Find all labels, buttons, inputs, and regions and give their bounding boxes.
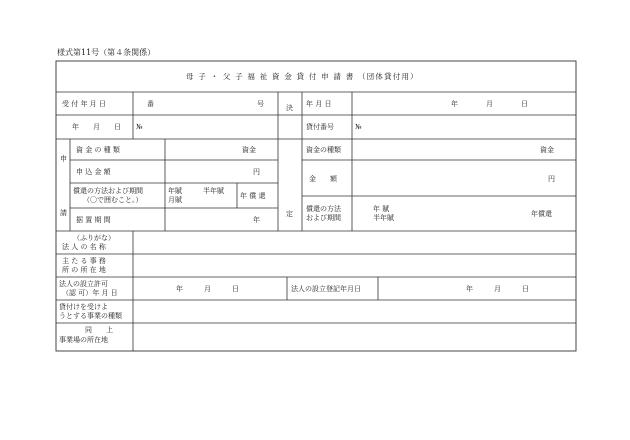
application-deferment-label: 据 置 期 間 <box>76 216 111 224</box>
application-year-char: 年 <box>253 216 260 224</box>
decision-loan-no-label: 貸付番号 <box>306 123 334 131</box>
application-semiannual: 半年賦 <box>203 187 224 195</box>
corp-office-label-2: 所 の 所 在 地 <box>62 266 106 274</box>
decision-amount-label: 金 額 <box>309 175 337 183</box>
corp-permit-label-2: （認 可）年 月 日 <box>62 289 118 297</box>
corp-furigana: （ふりがな） <box>73 234 115 242</box>
corp-business-label-1: 貸付けを受けよ <box>59 303 108 311</box>
decision-annual: 年 賦 <box>373 205 390 213</box>
corp-office-label-1: 主 た る 事 務 <box>62 257 106 265</box>
application-yen: 円 <box>253 168 260 176</box>
form-title: 母 子 ・ 父 子 福 祉 資 金 貸 付 申 請 書 （団体貸付用） <box>186 72 419 81</box>
application-monthly: 月賦 <box>168 196 182 204</box>
receipt-go-char: 号 <box>257 100 264 108</box>
form-caption: 様式第11号（第４条関係） <box>57 48 156 57</box>
decision-repay-label-2: および期間 <box>306 214 341 222</box>
receipt-date-label: 受 付 年 月 日 <box>62 100 106 108</box>
decision-date-value: 年 月 日 <box>451 100 528 108</box>
application-amount-label: 申 込 金 額 <box>76 168 111 176</box>
application-repay-label-2: （〇で囲むこと。） <box>83 196 143 204</box>
corp-name-label: 法 人 の 名 称 <box>62 243 106 251</box>
application-fund-suffix: 資金 <box>242 146 256 154</box>
application-side-top: 申 <box>60 155 67 163</box>
corp-site-label-2: 事業場の所在地 <box>59 336 108 344</box>
receipt-number-char: 番 <box>147 100 154 108</box>
corp-reg-date: 年 月 日 <box>466 285 529 293</box>
decision-date-label: 年 月 日 <box>306 100 332 108</box>
decision-repay-label-1: 償還の方法 <box>306 205 341 213</box>
decision-side-top: 決 <box>286 104 293 112</box>
corp-permit-date: 年 月 日 <box>176 285 239 293</box>
corp-business-label-2: うとする事業の種類 <box>59 312 122 320</box>
application-repay-years: 年 償 還 <box>240 192 266 200</box>
corp-site-label-1: 同 上 <box>85 326 113 334</box>
application-annual: 年賦 <box>168 187 182 195</box>
decision-yen: 円 <box>548 175 555 183</box>
application-side-bottom: 請 <box>60 209 67 217</box>
application-repay-label-1: 償還の方法および期間 <box>73 187 143 195</box>
corp-reg-label: 法人の設立登記年月日 <box>291 285 361 293</box>
decision-fund-suffix: 資金 <box>540 146 554 154</box>
decision-repay-years: 年償還 <box>531 210 552 218</box>
decision-side-bottom: 定 <box>286 210 293 218</box>
decision-fund-type-label: 資金の種類 <box>306 146 341 154</box>
application-fund-type-label: 資 金 の 種 類 <box>76 146 120 154</box>
decision-semiannual: 半年賦 <box>373 214 394 222</box>
decision-loan-no-value: № <box>355 123 362 131</box>
receipt-date-row: 年 月 日 <box>72 123 121 131</box>
receipt-no-label: № <box>136 123 143 131</box>
corp-permit-label-1: 法人の設立許可 <box>59 280 108 288</box>
